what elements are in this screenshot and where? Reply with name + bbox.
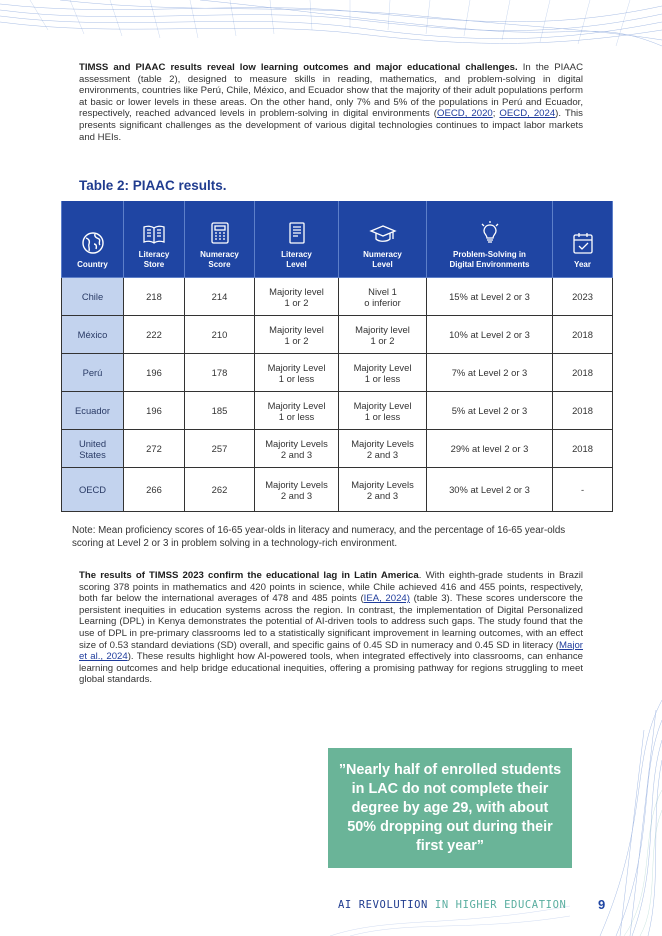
calculator-icon bbox=[210, 221, 230, 245]
header-label: Problem-Solving in bbox=[453, 250, 526, 259]
country-cell bbox=[62, 316, 124, 354]
country-cell bbox=[62, 278, 124, 316]
numeracy-score-cell: 185 bbox=[185, 392, 255, 430]
header-label: Level bbox=[286, 260, 307, 269]
document-icon bbox=[288, 221, 306, 245]
header-label: Country bbox=[77, 260, 108, 269]
header-label: Year bbox=[574, 260, 591, 269]
timss-text-middle: (table 3). These scores underscore the persistent inequities in education systems across the region. In contrast, the implementation of Digital Personalized Learning (DPL) in Kenya demonstrates the potential of AI-driven tools to address such gaps. The study found that the use of DPL in pre-primary classrooms led to a statistically significant improvement in learning outcomes, with an effect size of 0.53 standard deviations (SD) overall, and specific gains of 0.45 SD in numeracy and 0.45 SD in literacy ( bbox=[79, 593, 583, 651]
level-line: Majority Level bbox=[353, 361, 412, 373]
level-line: 1 or 2 bbox=[284, 296, 309, 308]
literacy-level-cell bbox=[255, 430, 339, 468]
header-label: Literacy bbox=[138, 250, 170, 259]
level-line: Majority Level bbox=[267, 361, 326, 373]
level-line: Majority Level bbox=[267, 399, 326, 411]
country-cell bbox=[62, 430, 124, 468]
literacy-score-cell: 222 bbox=[124, 316, 185, 354]
year-cell: 2018 bbox=[553, 392, 613, 430]
intro-paragraph bbox=[79, 62, 583, 143]
header-label: Literacy bbox=[281, 250, 312, 259]
header-label: Numeracy bbox=[200, 250, 239, 259]
numeracy-level-cell bbox=[339, 278, 427, 316]
header-year bbox=[553, 201, 613, 278]
country-name: Chile bbox=[81, 291, 104, 302]
header-label: Digital Environments bbox=[449, 260, 530, 269]
pull-quote bbox=[328, 748, 572, 868]
country-cell bbox=[62, 468, 124, 512]
numeracy-score-cell: 262 bbox=[185, 468, 255, 512]
year-cell: 2018 bbox=[553, 354, 613, 392]
level-line: 1 or 2 bbox=[370, 334, 395, 346]
decorative-wave-top bbox=[0, 0, 662, 50]
country-name-line-2: States bbox=[79, 448, 106, 460]
level-line: Majority level bbox=[355, 323, 410, 335]
literacy-level-cell bbox=[255, 468, 339, 512]
header-label: Level bbox=[372, 260, 393, 269]
literacy-score-cell: 196 bbox=[124, 392, 185, 430]
country-name: Ecuador bbox=[75, 405, 110, 416]
header-label: Score bbox=[208, 260, 231, 269]
header-numeracy-level bbox=[339, 201, 427, 278]
level-line: Majority level bbox=[269, 323, 324, 335]
country-name: Perú bbox=[82, 367, 103, 378]
level-line: 2 and 3 bbox=[280, 448, 313, 460]
level-line: Majority Levels bbox=[265, 437, 328, 449]
literacy-score-cell: 196 bbox=[124, 354, 185, 392]
oecd-2020-link[interactable]: OECD, 2020 bbox=[437, 108, 493, 120]
level-line: Majority level bbox=[269, 285, 324, 297]
globe-icon bbox=[81, 231, 105, 255]
problem-solving-cell: 29% at level 2 or 3 bbox=[427, 430, 553, 468]
header-problem-solving bbox=[427, 201, 553, 278]
level-line: Nivel 1 bbox=[368, 285, 397, 297]
level-line: 1 or 2 bbox=[284, 334, 309, 346]
table-row bbox=[62, 430, 613, 468]
lightbulb-icon bbox=[480, 221, 500, 245]
header-literacy-level bbox=[255, 201, 339, 278]
literacy-level-cell bbox=[255, 316, 339, 354]
country-name: OECD bbox=[78, 484, 107, 495]
footer-title-part-2: IN HIGHER EDUCATION bbox=[427, 899, 567, 911]
header-numeracy-score bbox=[185, 201, 255, 278]
footer-title bbox=[338, 899, 566, 911]
table-row bbox=[62, 278, 613, 316]
numeracy-level-cell bbox=[339, 354, 427, 392]
year-cell: - bbox=[553, 468, 613, 512]
year-cell: 2023 bbox=[553, 278, 613, 316]
table-header-row bbox=[62, 201, 613, 278]
problem-solving-cell: 15% at Level 2 or 3 bbox=[427, 278, 553, 316]
header-country bbox=[62, 201, 124, 278]
table-row bbox=[62, 468, 613, 512]
header-literacy-score bbox=[124, 201, 185, 278]
literacy-level-cell bbox=[255, 354, 339, 392]
table-row bbox=[62, 354, 613, 392]
literacy-level-cell bbox=[255, 392, 339, 430]
level-line: 1 or less bbox=[364, 372, 401, 384]
table-title: Table 2: PIAAC results. bbox=[79, 178, 227, 193]
major-2024-link[interactable]: Major et al., 2024 bbox=[79, 639, 583, 663]
problem-solving-cell: 30% at Level 2 or 3 bbox=[427, 468, 553, 512]
literacy-score-cell: 266 bbox=[124, 468, 185, 512]
problem-solving-cell: 10% at Level 2 or 3 bbox=[427, 316, 553, 354]
page-number: 9 bbox=[598, 897, 606, 912]
decorative-wave-bottom-right bbox=[560, 700, 662, 936]
year-cell: 2018 bbox=[553, 316, 613, 354]
oecd-2024-link[interactable]: OECD, 2024 bbox=[499, 108, 556, 120]
footer-title-part-1: AI REVOLUTION bbox=[338, 899, 428, 911]
book-icon bbox=[142, 223, 166, 245]
graduation-cap-icon bbox=[369, 223, 397, 245]
table-note: Note: Mean proficiency scores of 16-65 year-olds in literacy and numeracy, and the percentage of 16-65 year-olds scoring at Level 2 or 3 in problem solving in a technology-rich environment. bbox=[72, 525, 566, 549]
problem-solving-cell: 7% at Level 2 or 3 bbox=[427, 354, 553, 392]
level-line: 2 and 3 bbox=[280, 489, 313, 501]
timss-heading: The results of TIMSS 2023 confirm the educational lag in Latin America bbox=[79, 570, 419, 581]
iea-2024-link[interactable]: IEA, 2024) bbox=[363, 593, 410, 605]
numeracy-score-cell: 257 bbox=[185, 430, 255, 468]
table-row bbox=[62, 316, 613, 354]
intro-text: In the PIAAC assessment (table 2), designed to measure skills in reading, mathematics, and problem-solving in digital environments, countries like Perú, Chile, México, and Ecuador show that the majority of their adult populations perform at basic or lower levels in these areas. On the other hand, only 7% and 5% of the populations in Perú and Ecuador, respectively, reached advanced levels in problem-solving in digital environments ( bbox=[79, 62, 584, 120]
level-line: Majority Level bbox=[353, 399, 412, 411]
literacy-score-cell: 272 bbox=[124, 430, 185, 468]
level-line: Majority Levels bbox=[265, 478, 328, 490]
intro-text-end: ). This presents significant challenges as the development of various digital technologies continues to impact labor markets and HEIs. bbox=[79, 108, 583, 143]
numeracy-score-cell: 210 bbox=[185, 316, 255, 354]
timss-text: . With eighth-grade students in Brazil scoring 378 points in mathematics and 420 points in science, while Chile achieved 416 and 455 points, respectively, both far below the international averages of 478 and 485 points ( bbox=[79, 570, 583, 605]
literacy-score-cell: 218 bbox=[124, 278, 185, 316]
level-line: 1 or less bbox=[364, 410, 401, 422]
numeracy-level-cell bbox=[339, 468, 427, 512]
level-line: 2 and 3 bbox=[366, 489, 399, 501]
timss-text-end: ). These results highlight how AI-powered tools, when integrated effectively into classrooms, can enhance learning outcomes and help bridge educational inequities, offering a promising pathway for regions struggling to meet global standards. bbox=[79, 651, 583, 686]
citation-separator: ; bbox=[492, 108, 500, 120]
header-label: Numeracy bbox=[363, 250, 402, 259]
level-line: 1 or less bbox=[278, 410, 315, 422]
level-line: Majority Levels bbox=[351, 478, 414, 490]
numeracy-score-cell: 214 bbox=[185, 278, 255, 316]
calendar-icon bbox=[572, 231, 594, 255]
numeracy-level-cell bbox=[339, 316, 427, 354]
numeracy-level-cell bbox=[339, 392, 427, 430]
pull-quote-text: ”Nearly half of enrolled students in LAC do not complete their degree by age 29, with about 50% dropping out during their first year” bbox=[338, 761, 562, 854]
table-row bbox=[62, 392, 613, 430]
piaac-results-table bbox=[61, 201, 613, 512]
numeracy-score-cell: 178 bbox=[185, 354, 255, 392]
level-line: Majority Levels bbox=[351, 437, 414, 449]
country-cell bbox=[62, 392, 124, 430]
country-name: United bbox=[78, 437, 107, 449]
level-line: o inferior bbox=[364, 296, 401, 308]
numeracy-level-cell bbox=[339, 430, 427, 468]
problem-solving-cell: 5% at Level 2 or 3 bbox=[427, 392, 553, 430]
intro-heading: TIMSS and PIAAC results reveal low learning outcomes and major educational challenges. bbox=[79, 62, 518, 73]
country-cell bbox=[62, 354, 124, 392]
header-label: Store bbox=[143, 260, 165, 269]
level-line: 1 or less bbox=[278, 372, 315, 384]
level-line: 2 and 3 bbox=[366, 448, 399, 460]
year-cell: 2018 bbox=[553, 430, 613, 468]
timss-paragraph bbox=[79, 570, 583, 686]
literacy-level-cell bbox=[255, 278, 339, 316]
country-name: México bbox=[77, 329, 108, 340]
